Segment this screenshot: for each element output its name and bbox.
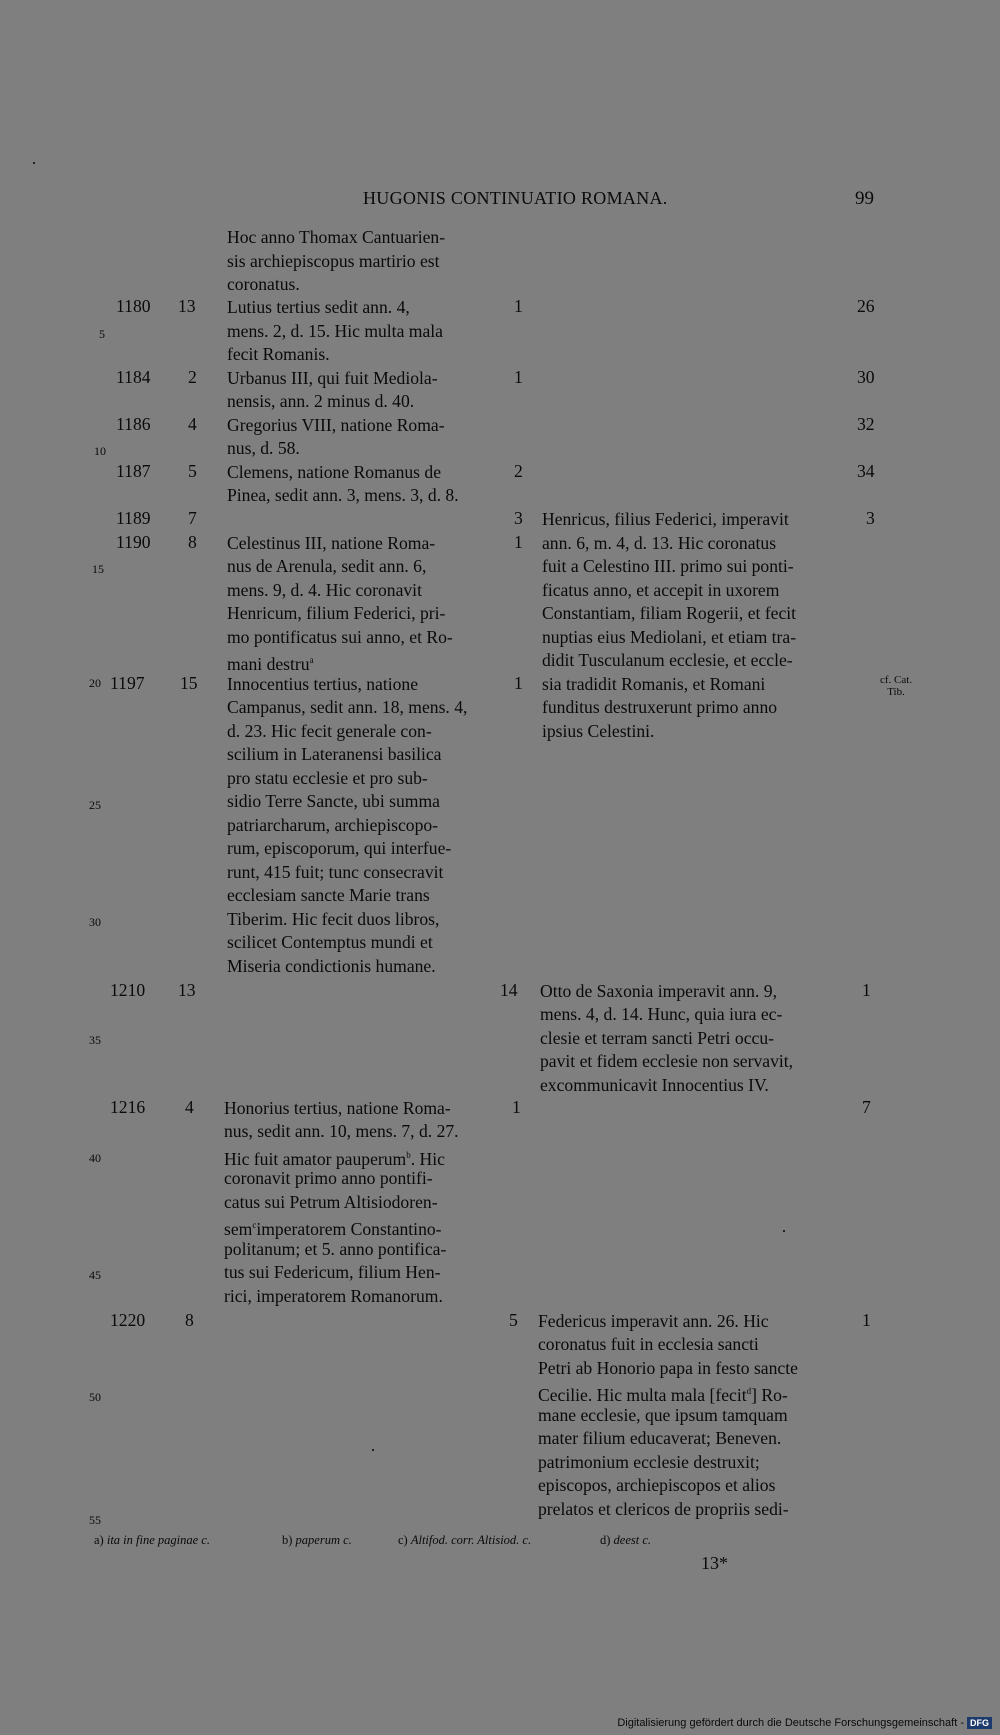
text-line: scilicet Contemptus mundi et <box>227 932 433 952</box>
text-line: catus sui Petrum Altisiodoren- <box>224 1192 438 1212</box>
footnote <box>94 1533 210 1548</box>
dfg-logo-icon: DFG <box>967 1717 992 1729</box>
text-line: ipsius Celestini. <box>542 721 655 741</box>
footnote <box>600 1533 651 1548</box>
right-number: 32 <box>857 414 875 434</box>
year: 1180 <box>116 296 151 316</box>
count: 4 <box>188 414 197 434</box>
page-number: 99 <box>855 188 874 209</box>
text-line: pro statu ecclesie et pro sub- <box>227 768 428 788</box>
count: 13 <box>178 980 196 1000</box>
text-line: sidio Terre Sancte, ubi summa <box>227 791 440 811</box>
text-line: Miseria condictionis humane. <box>227 956 436 976</box>
count: 2 <box>188 367 197 387</box>
text-line: fuit a Celestino III. primo sui ponti- <box>542 556 794 576</box>
footnote-text: ita in fine paginae c. <box>106 1533 210 1547</box>
running-title: HUGONIS CONTINUATIO ROMANA. <box>363 188 668 208</box>
count: 13 <box>178 296 196 316</box>
year: 1184 <box>116 367 151 387</box>
footnote <box>398 1533 531 1548</box>
count: 5 <box>188 461 197 481</box>
mid-number: 1 <box>514 673 523 693</box>
right-number: 26 <box>857 296 875 316</box>
year: 1197 <box>110 673 145 693</box>
mid-number: 1 <box>512 1097 521 1117</box>
text-line: episcopos, archiepiscopos et alios <box>538 1475 776 1495</box>
text-line: excommunicavit Innocentius IV. <box>540 1075 769 1095</box>
text-line: mens. 4, d. 14. Hunc, quia iura ec- <box>540 1004 783 1024</box>
text-fragment: imperatorem Constantino- <box>256 1218 442 1239</box>
text-line: ann. 6, m. 4, d. 13. Hic coronatus <box>542 533 777 553</box>
text-line: Urbanus III, qui fuit Mediola- <box>227 368 438 388</box>
footnote-mark: d <box>746 1386 752 1396</box>
count: 15 <box>180 673 198 693</box>
text-line: rici, imperatorem Romanorum. <box>224 1286 443 1306</box>
text-line: nensis, ann. 2 minus d. 40. <box>227 391 415 411</box>
line-number: 45 <box>89 1268 101 1282</box>
text-line: clesie et terram sancti Petri occu- <box>540 1028 774 1048</box>
mid-number: 2 <box>514 461 523 481</box>
text-line: Innocentius tertius, natione <box>227 674 419 694</box>
text-line: nus de Arenula, sedit ann. 6, <box>227 556 427 576</box>
text-line: sis archiepiscopus martirio est <box>227 251 440 271</box>
text-line: sia tradidit Romanis, et Romani <box>542 674 766 694</box>
text-fragment: Hic fuit amator pauperum <box>224 1148 407 1169</box>
footnote-text: deest c. <box>613 1533 652 1547</box>
text-line: patriarcharum, archiepiscopo- <box>227 815 439 835</box>
footnote-mark: c) <box>398 1533 408 1547</box>
text-line: mater filium educaverat; Beneven. <box>538 1428 782 1448</box>
text-line: coronavit primo anno pontifi- <box>224 1168 433 1188</box>
text-line: didit Tusculanum ecclesie, et eccle- <box>542 650 793 670</box>
text-line: Hoc anno Thomax Cantuarien- <box>227 227 446 247</box>
text-line: Tiberim. Hic fecit duos libros, <box>227 909 440 929</box>
text-line: patrimonium ecclesie destruxit; <box>538 1452 760 1472</box>
footnote-mark: c <box>252 1220 257 1230</box>
line-number: 15 <box>92 562 104 576</box>
right-number: 7 <box>862 1097 871 1117</box>
text-line: Clemens, natione Romanus de <box>227 462 442 482</box>
text-line: mane ecclesie, que ipsum tamquam <box>538 1405 788 1425</box>
text-line: tus sui Federicum, filium Hen- <box>224 1262 441 1282</box>
year: 1187 <box>116 461 151 481</box>
footnote-mark: a) <box>94 1533 104 1547</box>
text-line: Campanus, sedit ann. 18, mens. 4, <box>227 697 468 717</box>
footnote <box>282 1533 352 1548</box>
text-line: fecit Romanis. <box>227 344 330 364</box>
right-number: 1 <box>862 980 871 1000</box>
text-line: ecclesiam sancte Marie trans <box>227 885 430 905</box>
footnote-text: paperum c. <box>295 1533 352 1547</box>
year: 1210 <box>110 980 146 1000</box>
margin-note <box>880 674 912 698</box>
line-number: 40 <box>89 1151 101 1165</box>
text-fragment: mani destru <box>227 653 310 674</box>
footnote-mark: d) <box>600 1533 611 1547</box>
text-line: Henricus, filius Federici, imperavit <box>542 509 789 529</box>
text-line: politanum; et 5. anno pontifica- <box>224 1239 447 1259</box>
margin-note-line: cf. Cat. <box>880 674 913 686</box>
year: 1189 <box>116 508 151 528</box>
text-line: rum, episcoporum, qui interfue- <box>227 838 452 858</box>
text-line: Gregorius VIII, natione Roma- <box>227 415 445 435</box>
text-line: funditus destruxerunt primo anno <box>542 697 778 717</box>
text-line: nus, sedit ann. 10, mens. 7, d. 27. <box>224 1121 459 1141</box>
year: 1190 <box>116 532 151 552</box>
text-fragment: sem <box>224 1218 253 1239</box>
footnote-text: Altifod. corr. Altisiod. c. <box>410 1533 532 1547</box>
text-fragment: ] Ro- <box>751 1384 788 1405</box>
right-number: 3 <box>866 508 875 528</box>
year: 1186 <box>116 414 151 434</box>
year: 1216 <box>110 1097 146 1117</box>
mid-number: 14 <box>500 980 518 1000</box>
line-number: 25 <box>89 798 101 812</box>
text-line: nus, d. 58. <box>227 438 300 458</box>
text-fragment: . Hic <box>410 1148 445 1169</box>
text-line: Pinea, sedit ann. 3, mens. 3, d. 8. <box>227 485 459 505</box>
line-number: 55 <box>89 1513 101 1527</box>
signature-mark: 13* <box>701 1553 728 1573</box>
line-number: 30 <box>89 915 101 929</box>
digitization-credit <box>617 1717 992 1729</box>
text-line: coronatus. <box>227 274 300 294</box>
text-line: mens. 2, d. 15. Hic multa mala <box>227 321 443 341</box>
right-number: 1 <box>862 1310 871 1330</box>
line-number: 20 <box>89 676 101 690</box>
footnote-mark: b) <box>282 1533 293 1547</box>
text-line: mens. 9, d. 4. Hic coronavit <box>227 580 422 600</box>
right-number: 34 <box>857 461 875 481</box>
text-line: runt, 415 fuit; tunc consecravit <box>227 862 444 882</box>
line-number: 10 <box>94 444 106 458</box>
footnote-mark: a <box>309 655 314 665</box>
line-number: 50 <box>89 1390 101 1404</box>
count: 8 <box>185 1310 194 1330</box>
count: 7 <box>188 508 197 528</box>
footnote-mark: b <box>406 1150 411 1160</box>
text-line: prelatos et clericos de propriis sedi- <box>538 1499 789 1519</box>
count: 8 <box>188 532 197 552</box>
text-line: Celestinus III, natione Roma- <box>227 533 436 553</box>
text-line: ficatus anno, et accepit in uxorem <box>542 580 780 600</box>
margin-note-line: Tib. <box>887 686 905 698</box>
text-line: Constantiam, filiam Rogerii, et fecit <box>542 603 797 623</box>
text-line: Otto de Saxonia imperavit ann. 9, <box>540 981 777 1001</box>
mid-number: 1 <box>514 296 523 316</box>
credit-text: Digitalisierung gefördert durch die Deutsche Forschungsgemeinschaft - <box>617 1717 964 1729</box>
speck <box>372 1449 374 1451</box>
text-line: Federicus imperavit ann. 26. Hic <box>538 1311 769 1331</box>
speck <box>33 162 35 164</box>
mid-number: 3 <box>514 508 523 528</box>
text-line: Honorius tertius, natione Roma- <box>224 1098 451 1118</box>
text-line: nuptias eius Mediolani, et etiam tra- <box>542 627 797 647</box>
text-line: d. 23. Hic fecit generale con- <box>227 721 432 741</box>
text-line: coronatus fuit in ecclesia sancti <box>538 1334 759 1354</box>
mid-number: 5 <box>509 1310 518 1330</box>
text-line: scilium in Lateranensi basilica <box>227 744 442 764</box>
line-number: 35 <box>89 1033 101 1047</box>
right-number: 30 <box>857 367 875 387</box>
text-fragment: Cecilie. Hic multa mala [fecit <box>538 1384 747 1405</box>
text-line: mo pontificatus sui anno, et Ro- <box>227 627 453 647</box>
text-line: pavit et fidem ecclesie non servavit, <box>540 1051 794 1071</box>
mid-number: 1 <box>514 367 523 387</box>
mid-number: 1 <box>514 532 523 552</box>
text-line: Petri ab Honorio papa in festo sancte <box>538 1358 798 1378</box>
text-line: Henricum, filium Federici, pri- <box>227 603 446 623</box>
count: 4 <box>185 1097 194 1117</box>
text-line: Lutius tertius sedit ann. 4, <box>227 297 410 317</box>
line-number: 5 <box>99 327 105 341</box>
speck <box>783 1230 785 1232</box>
year: 1220 <box>110 1310 146 1330</box>
